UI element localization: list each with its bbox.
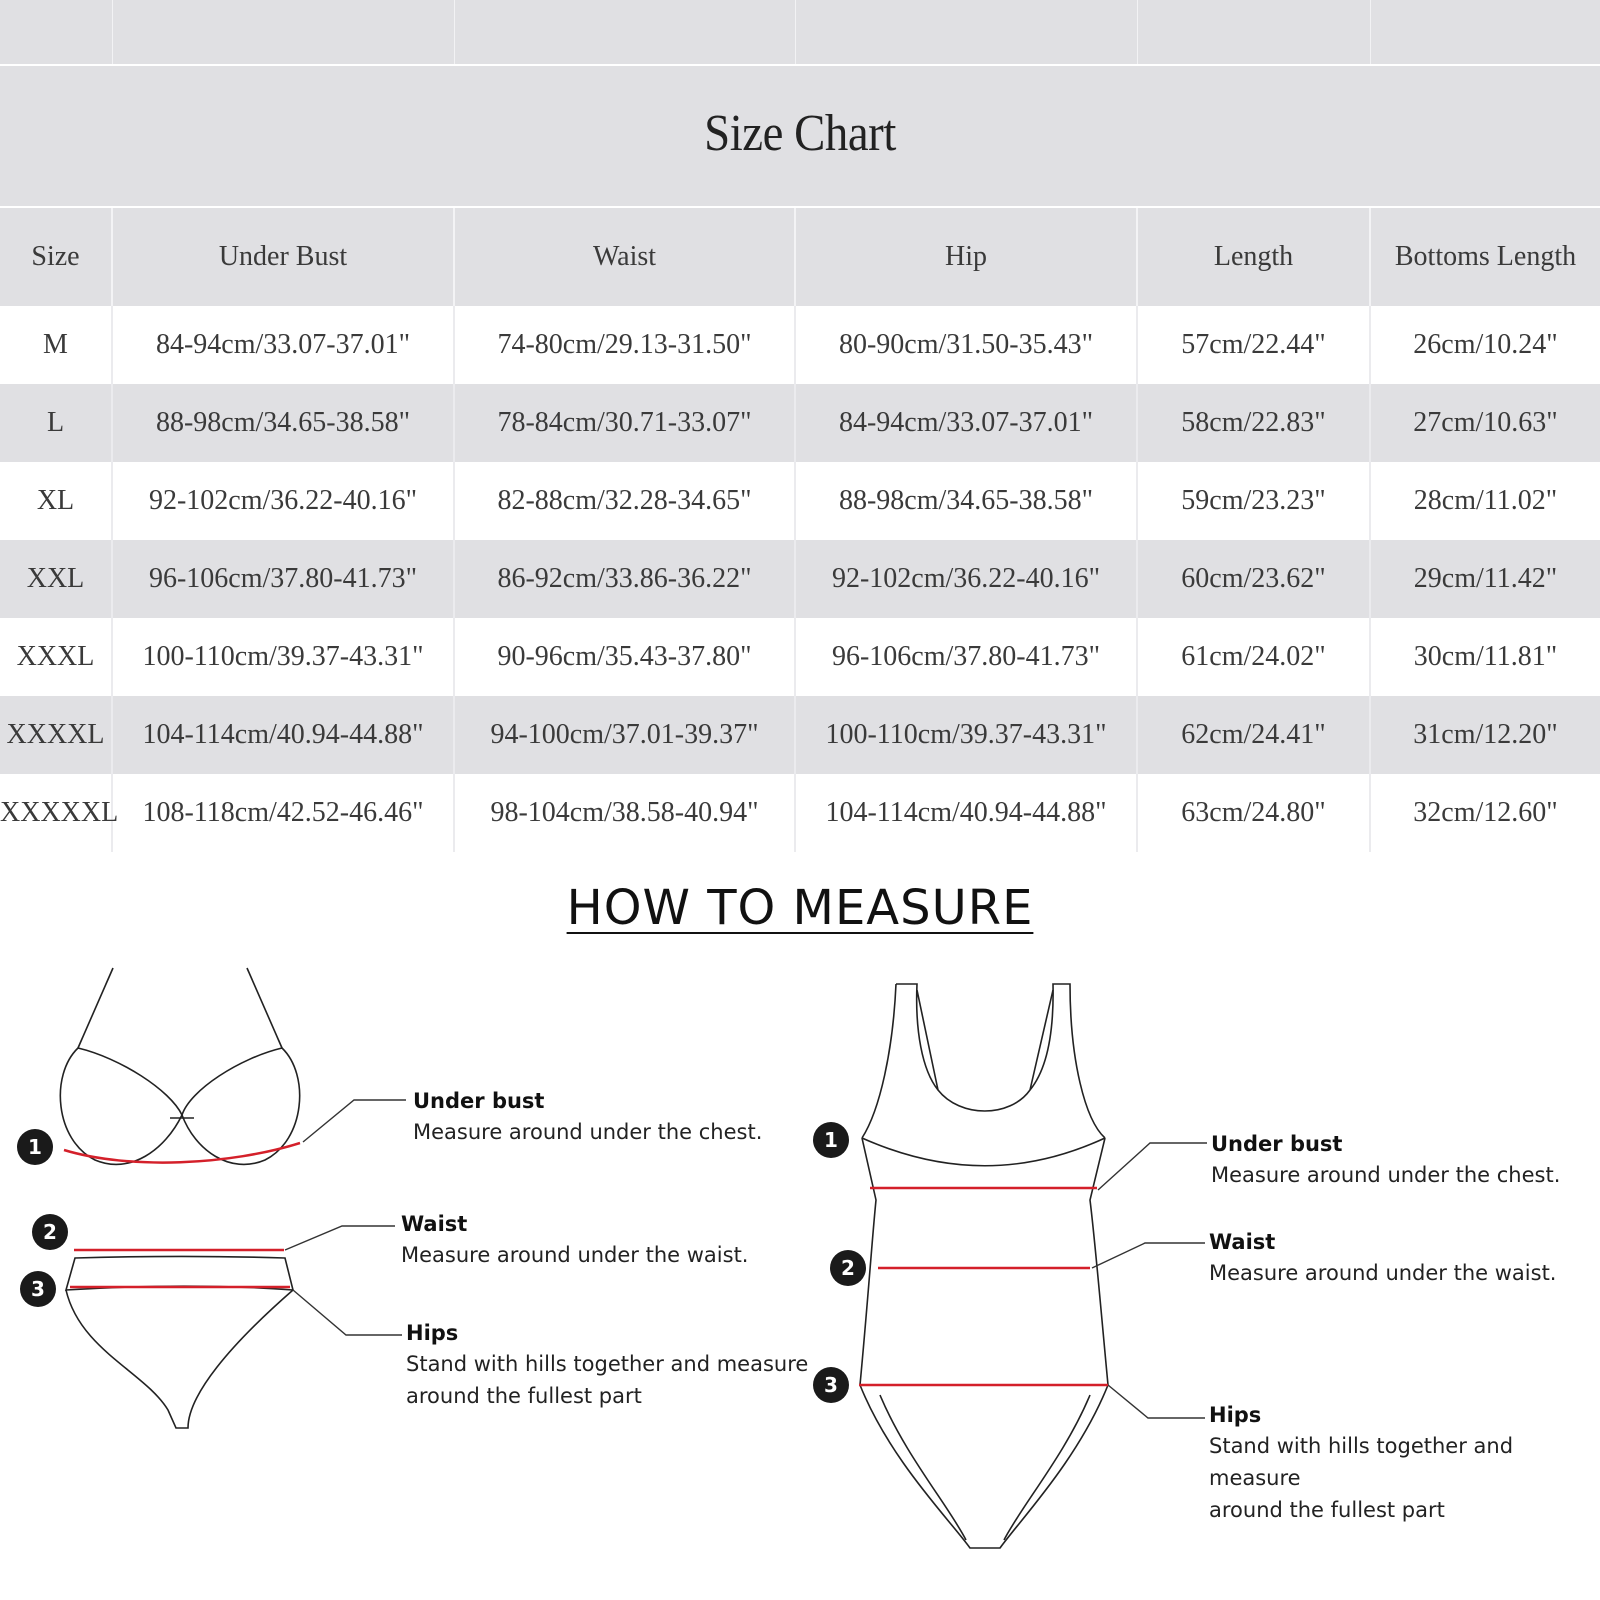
table-header-row — [0, 208, 1600, 306]
cell-bottoms-length: 29cm/11.42" — [1370, 540, 1600, 618]
swimsuit-illustration — [860, 984, 1108, 1548]
cell-hip: 96-106cm/37.80-41.73" — [795, 618, 1137, 696]
cell-under-bust: 92-102cm/36.22-40.16" — [112, 462, 454, 540]
swimsuit-marker-3 — [813, 1367, 849, 1403]
label-description: Measure around under the chest. — [1211, 1163, 1561, 1187]
bikini-marker-1 — [17, 1129, 53, 1165]
size-table — [0, 208, 1600, 852]
svg-text:2: 2 — [841, 1256, 855, 1280]
header-waist: Waist — [454, 208, 795, 306]
header-size: Size — [31, 241, 80, 272]
cell-waist: 86-92cm/33.86-36.22" — [454, 540, 795, 618]
label-heading: Hips — [406, 1321, 459, 1345]
label-heading: Hips — [1209, 1403, 1262, 1427]
table-row — [0, 462, 1600, 540]
how-to-measure-title: HOW TO MEASURE — [566, 880, 1034, 936]
header-length: Length — [1137, 208, 1370, 306]
cell-hip: 92-102cm/36.22-40.16" — [795, 540, 1137, 618]
label-heading: Waist — [401, 1212, 468, 1236]
title-band — [0, 66, 1600, 206]
cell-size: XXXXXL — [0, 797, 119, 828]
header-hip: Hip — [795, 208, 1137, 306]
cell-bottoms-length: 32cm/12.60" — [1370, 774, 1600, 852]
cell-under-bust: 108-118cm/42.52-46.46" — [112, 774, 454, 852]
swimsuit-hips-label — [1209, 1400, 1600, 1526]
cell-under-bust: 88-98cm/34.65-38.58" — [112, 384, 454, 462]
cell-waist: 74-80cm/29.13-31.50" — [454, 306, 795, 384]
table-row — [0, 540, 1600, 618]
bikini-top-illustration — [60, 968, 299, 1164]
svg-text:2: 2 — [43, 1220, 57, 1244]
cell-waist: 94-100cm/37.01-39.37" — [454, 696, 795, 774]
cell-hip: 88-98cm/34.65-38.58" — [795, 462, 1137, 540]
cell-hip: 104-114cm/40.94-44.88" — [795, 774, 1137, 852]
cell-under-bust: 104-114cm/40.94-44.88" — [112, 696, 454, 774]
cell-hip: 80-90cm/31.50-35.43" — [795, 306, 1137, 384]
label-description: Measure around under the waist. — [1209, 1261, 1557, 1285]
label-description: Measure around under the chest. — [413, 1120, 763, 1144]
cell-length: 59cm/23.23" — [1137, 462, 1370, 540]
label-heading: Waist — [1209, 1230, 1276, 1254]
cell-waist: 90-96cm/35.43-37.80" — [454, 618, 795, 696]
cell-size: XL — [36, 485, 75, 516]
swimsuit-under-bust-label — [1211, 1129, 1560, 1191]
cell-size: XXXL — [16, 641, 95, 672]
table-row — [0, 384, 1600, 462]
bikini-waist-label — [401, 1209, 748, 1271]
header-bottoms-length: Bottoms Length — [1370, 208, 1600, 306]
cell-bottoms-length: 26cm/10.24" — [1370, 306, 1600, 384]
cell-waist: 82-88cm/32.28-34.65" — [454, 462, 795, 540]
cell-length: 57cm/22.44" — [1137, 306, 1370, 384]
cell-size: L — [46, 407, 65, 438]
label-description: Stand with hills together and measure — [1209, 1434, 1514, 1490]
svg-text:1: 1 — [824, 1128, 838, 1152]
label-heading: Under bust — [1211, 1132, 1343, 1156]
label-description: Measure around under the waist. — [401, 1243, 749, 1267]
cell-length: 62cm/24.41" — [1137, 696, 1370, 774]
label-description: Stand with hills together and measure — [406, 1352, 809, 1376]
cell-under-bust: 96-106cm/37.80-41.73" — [112, 540, 454, 618]
size-chart-title: Size Chart — [704, 105, 896, 162]
cell-length: 63cm/24.80" — [1137, 774, 1370, 852]
cell-bottoms-length: 27cm/10.63" — [1370, 384, 1600, 462]
table-row — [0, 774, 1600, 852]
cell-bottoms-length: 28cm/11.02" — [1370, 462, 1600, 540]
label-description: around the fullest part — [406, 1384, 642, 1408]
svg-text:3: 3 — [824, 1373, 838, 1397]
swimsuit-marker-2 — [830, 1250, 866, 1286]
label-heading: Under bust — [413, 1089, 545, 1113]
cell-length: 61cm/24.02" — [1137, 618, 1370, 696]
cell-under-bust: 100-110cm/39.37-43.31" — [112, 618, 454, 696]
cell-bottoms-length: 31cm/12.20" — [1370, 696, 1600, 774]
bikini-marker-3 — [20, 1271, 56, 1307]
top-strip — [0, 0, 1600, 64]
cell-waist: 78-84cm/30.71-33.07" — [454, 384, 795, 462]
swimsuit-waist-label — [1209, 1227, 1556, 1289]
bikini-bottom-illustration — [66, 1257, 293, 1429]
svg-text:1: 1 — [28, 1135, 42, 1159]
label-description: around the fullest part — [1209, 1498, 1445, 1522]
svg-text:3: 3 — [31, 1277, 45, 1301]
cell-size: M — [43, 329, 68, 360]
cell-bottoms-length: 30cm/11.81" — [1370, 618, 1600, 696]
header-under-bust: Under Bust — [112, 208, 454, 306]
table-row — [0, 618, 1600, 696]
bikini-under-bust-label — [413, 1086, 762, 1148]
cell-length: 60cm/23.62" — [1137, 540, 1370, 618]
cell-size: XXXXL — [6, 719, 105, 750]
table-row — [0, 306, 1600, 384]
cell-size: XXL — [26, 563, 85, 594]
cell-waist: 98-104cm/38.58-40.94" — [454, 774, 795, 852]
cell-hip: 100-110cm/39.37-43.31" — [795, 696, 1137, 774]
cell-length: 58cm/22.83" — [1137, 384, 1370, 462]
cell-under-bust: 84-94cm/33.07-37.01" — [112, 306, 454, 384]
bikini-marker-2 — [32, 1214, 68, 1250]
bikini-hips-label — [406, 1318, 808, 1412]
cell-hip: 84-94cm/33.07-37.01" — [795, 384, 1137, 462]
swimsuit-marker-1 — [813, 1122, 849, 1158]
table-row — [0, 696, 1600, 774]
